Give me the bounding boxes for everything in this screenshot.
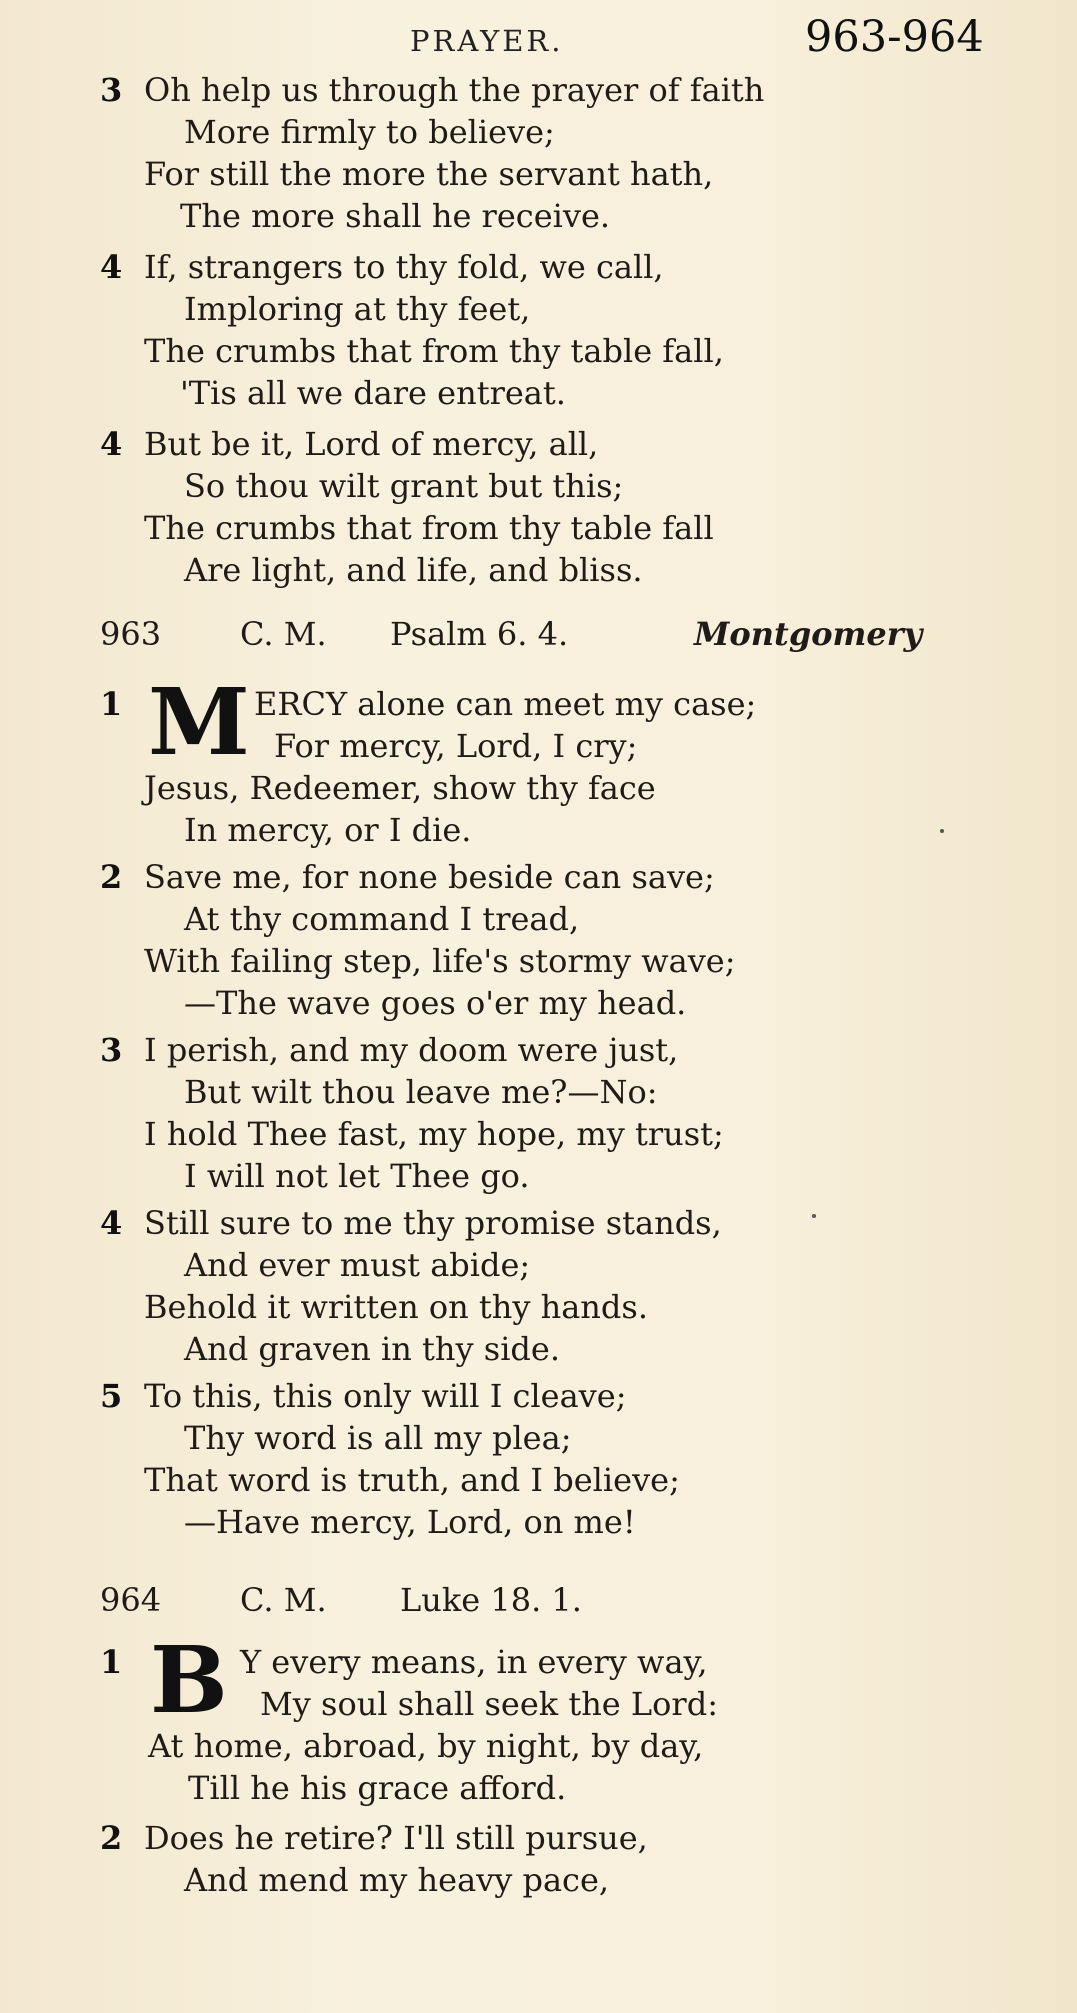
page-hymn-range: 963-964 [805,12,984,62]
hymn-meter: C. M. [240,1581,327,1619]
stanza-line: Save me, for none beside can save; [144,858,715,896]
stanza-line: The crumbs that from thy table fall [144,509,714,547]
stanza-line: But wilt thou leave me?—No: [184,1073,658,1111]
stanza-line: But be it, Lord of mercy, all, [144,425,599,463]
drop-cap: B [150,1626,228,1734]
stanza-number: 1 [100,1643,123,1681]
hymn-meter: C. M. [240,615,327,653]
stanza-line: Does he retire? I'll still pursue, [144,1819,648,1857]
stanza-line: Still sure to me thy promise stands, [144,1204,722,1242]
stanza-line: That word is truth, and I believe; [144,1461,680,1499]
hymn-author: Montgomery [694,615,923,653]
stanza-number: 2 [100,1819,123,1857]
stanza-line: Y every means, in every way, [240,1643,708,1681]
stanza-line: Behold it written on thy hands. [144,1288,648,1326]
stanza-line: I perish, and my doom were just, [144,1031,679,1069]
stanza-line: For mercy, Lord, I cry; [274,727,638,765]
stanza-number: 2 [100,858,123,896]
stanza-line: And mend my heavy pace, [184,1861,610,1899]
stanza-number: 3 [100,71,123,109]
stanza-number: 3 [100,1031,123,1069]
stanza-number: 5 [100,1377,123,1415]
ink-speck [940,829,944,833]
stanza-line: 'Tis all we dare entreat. [180,374,566,412]
stanza-line: For still the more the servant hath, [144,155,714,193]
stanza-line: —Have mercy, Lord, on me! [184,1503,636,1541]
stanza-line: Imploring at thy feet, [184,290,531,328]
hymn-number: 964 [100,1581,162,1619]
hymn-number: 963 [100,615,162,653]
stanza-number: 4 [100,248,123,286]
stanza-line: ERCY alone can meet my case; [254,685,757,723]
stanza-line: —The wave goes o'er my head. [184,984,687,1022]
stanza-line: The crumbs that from thy table fall, [144,332,724,370]
stanza-line: In mercy, or I die. [184,811,472,849]
running-head [0,10,1077,70]
stanza-line: With failing step, life's stormy wave; [144,942,736,980]
stanza-number: 4 [100,425,123,463]
stanza-number: 1 [100,685,123,723]
hymn-reference: Luke 18. 1. [400,1581,582,1619]
stanza-line: I will not let Thee go. [184,1157,530,1195]
stanza-line: And graven in thy side. [184,1330,561,1368]
stanza-line: Jesus, Redeemer, show thy face [144,769,656,807]
stanza-line: At home, abroad, by night, by day, [148,1727,704,1765]
running-title: PRAYER. [410,24,564,58]
stanza-line: To this, this only will I cleave; [144,1377,627,1415]
stanza-line: More firmly to believe; [184,113,555,151]
stanza-line: Are light, and life, and bliss. [184,551,643,589]
stanza-line: At thy command I tread, [184,900,580,938]
drop-cap: M [148,668,250,776]
stanza-line: I hold Thee fast, my hope, my trust; [144,1115,724,1153]
stanza-line: So thou wilt grant but this; [184,467,624,505]
stanza-line: Till he his grace afford. [188,1769,567,1807]
ink-speck [812,1214,816,1218]
hymn-reference: Psalm 6. 4. [390,615,569,653]
stanza-line: Thy word is all my plea; [184,1419,572,1457]
stanza-number: 4 [100,1204,123,1242]
stanza-line: The more shall he receive. [180,197,611,235]
stanza-line: And ever must abide; [184,1246,531,1284]
stanza-line: If, strangers to thy fold, we call, [144,248,664,286]
stanza-line: Oh help us through the prayer of faith [144,71,765,109]
stanza-line: My soul shall seek the Lord: [260,1685,718,1723]
